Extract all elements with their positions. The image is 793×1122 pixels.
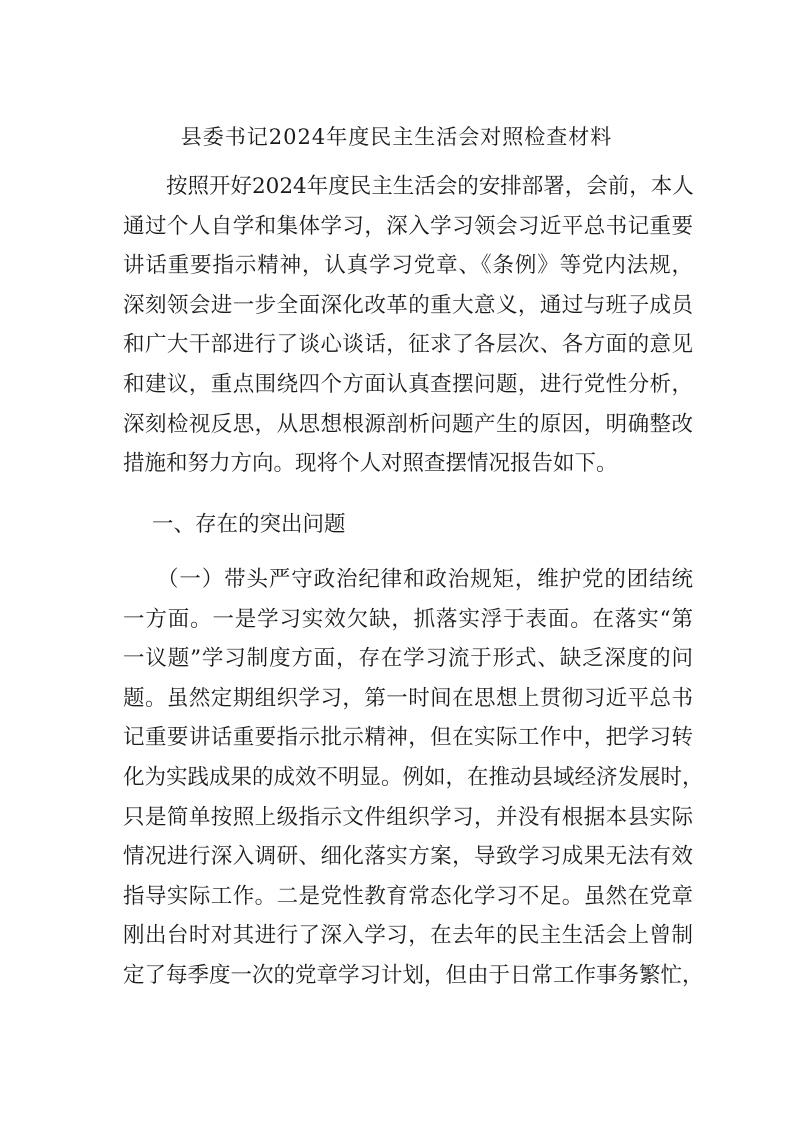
body-line: 记重要讲话重要指示批示精神，但在实际工作中，把学习转 xyxy=(123,725,693,750)
document-title: 县委书记2024年度民主生活会对照检查材料 xyxy=(180,125,613,149)
intro-line: 深刻领会进一步全面深化改革的重大意义，通过与班子成员 xyxy=(123,293,693,318)
body-line: 一方面。一是学习实效欠缺，抓落实浮于表面。在落实“第 xyxy=(123,607,693,632)
intro-line: 措施和努力方向。现将个人对照查摆情况报告如下。 xyxy=(123,451,618,476)
intro-line: 通过个人自学和集体学习，深入学习领会习近平总书记重要 xyxy=(123,214,693,239)
intro-line: 按照开好2024年度民主生活会的安排部署，会前，本人 xyxy=(123,174,694,199)
section-heading: 一、存在的突出问题 xyxy=(152,512,346,537)
intro-line: 和建议，重点围绕四个方面认真查摆问题，进行党性分析， xyxy=(123,372,693,397)
body-line: 刚出台时对其进行了深入学习，在去年的民主生活会上曾制 xyxy=(123,923,693,948)
intro-line: 和广大干部进行了谈心谈话，征求了各层次、各方面的意见 xyxy=(123,332,693,357)
body-line: 指导实际工作。二是党性教育常态化学习不足。虽然在党章 xyxy=(123,884,693,909)
body-line: 一议题”学习制度方面，存在学习流于形式、缺乏深度的问 xyxy=(123,646,693,671)
body-line: 只是简单按照上级指示文件组织学习，并没有根据本县实际 xyxy=(123,805,693,830)
intro-line: 讲话重要指示精神，认真学习党章、《条例》等党内法规， xyxy=(123,253,693,278)
body-line: （一）带头严守政治纪律和政治规矩，维护党的团结统 xyxy=(123,567,693,592)
body-line: 定了每季度一次的党章学习计划，但由于日常工作事务繁忙， xyxy=(123,963,704,988)
body-line: 情况进行深入调研、细化落实方案，导致学习成果无法有效 xyxy=(123,844,693,869)
body-line: 化为实践成果的成效不明显。例如，在推动县域经济发展时， xyxy=(123,765,704,790)
body-line: 题。虽然定期组织学习，第一时间在思想上贯彻习近平总书 xyxy=(123,686,693,711)
intro-line: 深刻检视反思，从思想根源剖析问题产生的原因，明确整改 xyxy=(123,412,693,437)
